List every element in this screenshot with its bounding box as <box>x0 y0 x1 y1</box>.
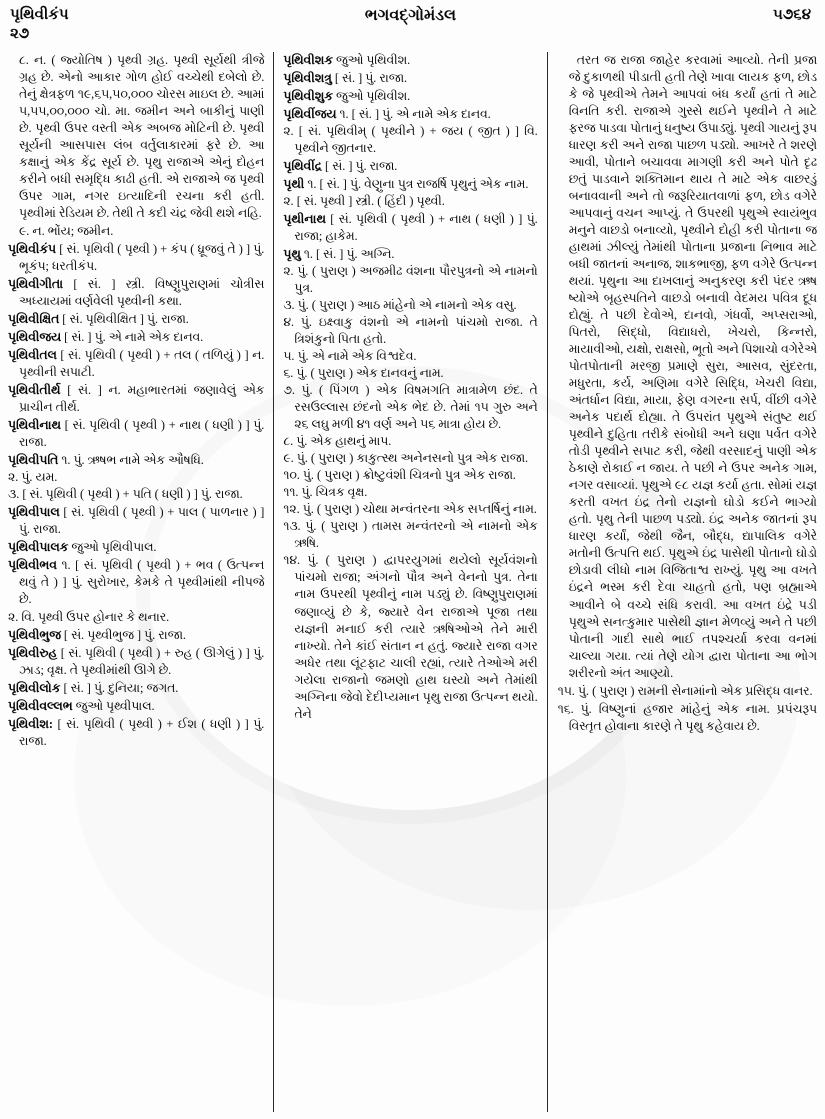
entry-sense: ૫. પું. એ નામે એક વિશ્વદેવ. <box>283 349 417 364</box>
entry-sense: ૯. પું. ( પુરાણ ) કાકુત્સ્થ અનેનસનો પુત્ર એક રાજા. <box>283 451 529 466</box>
book-title: ભગવદ્ગોમંડલ <box>364 7 457 24</box>
entry-headword: પૃથિવીશત્રુ <box>283 71 332 86</box>
entry-first-line <box>283 88 537 105</box>
dictionary-entry <box>8 276 264 310</box>
entry-headword: પૃથિવીવલ્લભ <box>8 698 73 713</box>
entry-headword: પૃથિવીભવ <box>8 558 57 573</box>
entry-definition: [ સં. ] પું. એ નામે એક દાનવ. <box>61 330 204 345</box>
entry-headword: પૃથિવીજય <box>8 330 62 345</box>
dictionary-entry <box>8 680 264 697</box>
column-container <box>0 52 825 1112</box>
entry-headword: પૃથિવીંજય <box>283 107 337 122</box>
entry-definition: [ સં. પૃથિવી ( પૃથ્વી ) + રુહ ( ઊગેલું ) ] પું. ઝાડ; વૃક્ષ. તે પૃથ્વીમાંથી ઊગે છે. <box>19 645 265 677</box>
entry-first-line <box>8 276 264 310</box>
running-head-left <box>10 6 210 44</box>
entry-definition: ૧. [ સં. પૃથિવી ( પૃથ્વી ) + ભવ ( ઉત્પન્ન થવું તે ) ] પું. સુરોખાર, કેમકે તે પૃથ્વીમાંથી નીપજે છે. <box>19 558 265 607</box>
sense-continuation: ૯. ન. ભોંય; જમીન. <box>19 224 114 239</box>
dictionary-entry <box>8 557 264 625</box>
text-column-2 <box>273 52 546 1112</box>
entry-first-line <box>8 680 264 697</box>
entry-sense: ૨. પું. યમ. <box>8 470 58 485</box>
entry-first-line <box>8 382 264 416</box>
dictionary-entry <box>283 211 537 245</box>
entry-definition: [ સં. પૃથિવી ( પૃથ્વી ) + તલ ( તળિયું ) ] ન. પૃથ્વીની સપાટી. <box>19 348 265 380</box>
entry-first-line <box>8 504 264 538</box>
entry-definition: [ સં. પૃથિવી ( પૃથ્વી ) + નાથ ( ધણી ) ] પું. રાજા; હાકેમ. <box>294 212 538 244</box>
dictionary-entry <box>283 70 537 87</box>
text-block <box>558 701 817 735</box>
entry-headword: પૃથિવીશુક <box>283 89 333 104</box>
entry-definition: ૧. [ સં. ] પું. એ નામે એક દાનવ. <box>336 107 491 122</box>
entry-definition: [ સં. ] પું. દુનિયા; જગત. <box>60 680 179 695</box>
dictionary-entry <box>8 504 264 538</box>
dictionary-entry <box>8 645 264 679</box>
dictionary-entry <box>283 158 537 175</box>
entry-headword: પૃથિવીશ: <box>8 716 53 731</box>
text-block <box>8 52 264 222</box>
entry-first-line <box>283 106 537 123</box>
entry-definition: [ સં. પૃથિવી ( પૃથ્વી ) + કંપ ( ધ્રૂજવું તે ) ] પું. ભૂકંપ; ધરતીકંપ. <box>19 242 265 274</box>
entry-headword: પૃથિવીલોક <box>8 680 61 695</box>
running-head-row <box>10 6 811 44</box>
entry-first-line <box>283 70 537 87</box>
text-block <box>558 683 817 700</box>
entry-definition: [ સં. ] પું. રાજા. <box>321 159 398 174</box>
text-block <box>558 52 817 682</box>
dictionary-entry <box>283 246 537 722</box>
entry-definition: [ સં. ] સ્ત્રી. વિષ્ણુપુરાણમાં ચોત્રીસ અધ્યાયમાં વર્ણવેલી પૃથ્વીની કથા. <box>19 277 265 309</box>
entry-first-line <box>8 698 264 715</box>
guide-word-left-line1: પૃથિવીકંપ <box>10 7 69 23</box>
dictionary-entry <box>8 417 264 451</box>
dictionary-entry <box>8 716 264 750</box>
running-head <box>0 0 825 52</box>
entry-first-line <box>8 557 264 608</box>
entry-headword: પૃથિવીંદ્ર <box>283 159 322 174</box>
entry-definition: જુઓ પૃથિવીપાલ. <box>68 540 157 555</box>
entry-first-line <box>8 417 264 451</box>
dictionary-entry <box>8 539 264 556</box>
entry-definition: ૧. [ સં. ] પું. વેણુના પુત્ર રાજર્ષિ પૃથુનું એક નામ. <box>304 177 529 192</box>
entry-sense: ૧૫. પું. ( પુરાણ ) રામની સેનામાંનો એક પ્રસિદ્ધ વાનર. <box>557 683 813 698</box>
entry-headword: પૃથીનાથ <box>283 212 326 227</box>
entry-headword: પૃથિવીનાથ <box>8 418 61 433</box>
entry-first-line <box>283 176 537 193</box>
entry-sense: ૨. [ સં. પૃથ્વી ] સ્ત્રી. ( હિંદી ) પૃથ્વી. <box>283 194 445 209</box>
text-block <box>8 223 264 240</box>
entry-sense: ૬. પું. ( પુરાણ ) એક દાનવનું નામ. <box>283 366 444 381</box>
entry-sense: ૧૧. પું. ચિત્રક વૃક્ષ. <box>283 485 368 500</box>
entry-first-line <box>8 311 264 328</box>
entry-headword: પૃથિવીકંપ <box>8 242 57 257</box>
entry-sense: ૨. [ સં. પૃથિવીમ્ ( પૃથ્વીને ) + જય ( જીત ) ] વિ. પૃથ્વીને જીતનાર. <box>283 124 538 156</box>
entry-headword: પૃથુ <box>283 247 301 262</box>
entry-headword: પૃથિવીપાલક <box>8 540 69 555</box>
running-head-right <box>611 6 811 25</box>
entry-definition: [ સં. પૃથિવી ( પૃથ્વી ) + ઈશ ( ધણી ) ] પું. રાજા. <box>19 716 265 748</box>
entry-headword: પૃથિવીભુજ <box>8 627 61 642</box>
entry-sense: ૧૪. પું. ( પુરાણ ) દ્વાપરયુગમાં થયેલો સૂર્યવંશનો પાંચમો રાજા; અંગનો પૌત્ર અને વેનનો પુત્ર. તેના નામ ઉપરથી પૃથ્વીનું નામ પડ્યું છે. વિષ્ણુપુરાણમાં જણાવ્યું છે કે, જ્યારે વેન રાજાએ પૂજા તથા યજ્ઞની મનાઈ કરી ત્યારે ઋષિઓએ તેને મારી નાખ્યો. તેને કાંઈ સંતાન ન હતું. જ્યારે રાજા વગર અધેર તથા લૂંટફાટ ચાલી રહ્યાં, ત્યારે તેઓએ મરી ગયેલા રાજાનો જમણો હાથ ઘસ્યો અને તેમાંથી અગ્નિના જેવો દેદીપ્યમાન પૃથુ રાજા ઉત્પન્ન થયો. તેને <box>283 553 538 721</box>
entry-sense: ૩. પું. ( પુરાણ ) આઠ માંહેનો એ નામનો એક વસુ. <box>283 298 517 313</box>
entry-headword: પૃથિવીપાલ <box>8 505 60 520</box>
entry-headword: પૃથિવીપતિ <box>8 453 59 468</box>
entry-first-line <box>283 158 537 175</box>
entry-headword: પૃથિવીક્ષિત <box>8 312 60 327</box>
entry-definition: [ સં. પૃથ્વીભુજ ] પું. રાજા. <box>60 627 186 642</box>
dictionary-entry <box>283 176 537 210</box>
dictionary-entry <box>8 698 264 715</box>
entry-headword: પૃથિવીશક <box>283 53 333 67</box>
entry-first-line <box>8 329 264 346</box>
dictionary-entry <box>283 106 537 157</box>
dictionary-entry <box>8 627 264 644</box>
dictionary-entry <box>8 241 264 275</box>
entry-sense: ૧૦. પું. ( પુરાણ ) ક્રોષ્ટુવંશી ચિત્રનો પુત્ર એક રાજા. <box>283 468 516 483</box>
text-column-3 <box>547 52 817 1112</box>
dictionary-entry <box>283 52 537 69</box>
dictionary-entry <box>8 347 264 381</box>
dictionary-entry <box>283 88 537 105</box>
entry-first-line <box>8 627 264 644</box>
entry-sense: ૩. [ સં. પૃથિવી ( પૃથ્વી ) + પતિ ( ધણી ) ] પું. રાજા. <box>8 487 243 502</box>
entry-sense: ૧૨. પું. ( પુરાણ ) ચોથા મન્વંતરના એક સપ્તર્ષિનું નામ. <box>283 502 537 517</box>
dictionary-entry <box>8 452 264 503</box>
entry-first-line <box>8 452 264 469</box>
prose-paragraph: તરત જ રાજા જાહેર કરવામાં આવ્યો. તેની પ્રજા જે દુકાળથી પીડાતી હતી તેણે ખાવા લાયક ફળ, છોડ કે જે પૃથ્વીએ તેમને આપવાં બંધ કર્યાં હતાં તે માટે વિનતિ કરી. રાજાએ ગુસ્સે થઈને પૃથ્વીને તે માટે ફરજ પાડવા પોતાનું ધનુષ્ય ઉપાડ્યું. પૃથ્વી ગાયનું રૂપ ધારણ કરી અને રાજા પાછળ પડ્યો. આખરે તે શરણે આવી, પોતાને બચાવવા માગણી કરી અને પોતે દૃઢ છતું પાડવાને શક્તિમાન થાય તે માટે એક વાછરડું બનાવવાની અને તો જરૂરિયાતવાળાં ફળ, છોડ વગેરે આપવાનું વચન આપ્યું. તે ઉપરથી પૃથુએ સ્વાયંભુવ મનુને વાછડો બનાવ્યો, પૃથ્વીને દોહી કરી પોતાના જ હાથમાં ઝીલ્યું તેમાંથી પોતાના પ્રજાના નિભાવ માટે બધી જાતનાં અનાજ, શાકભાજી, ફળ વગેરે ઉત્પન્ન થયાં. પૃથુના આ દાખલાનું અનુકરણ કરી પંદર ઋષ ષ્યોએ બૃહસ્પતિને વાછડો બનાવી વેદમય પવિત્ર દૂધ દોહ્યું. તે પછી દેવોએ, દાનવો, ગંધર્વો, અપ્સરાઓ, પિતરો, સિદ્ધો, વિદ્યાધરો, ખેચરો, કિન્નરો, માયાવીઓ, યક્ષો, રાક્ષસો, ભૂતો અને પિશાચો વગેરેએ પોતપોતાની મરજી પ્રમાણે સુરા, આસવ, સુંદરતા, મધુરતા, કર્ય, અણિમા વગેરે સિદ્ધિ, ખેચરી વિદ્યા, અંતર્ધાન વિદ્યા, માયા, ફેણ વગરના સર્પ, વીંછી વગેરે અનેક પદાર્થ દોહ્યા. તે ઉપરાંત પૃથુએ સંતુષ્ટ થઈ પૃથ્વીને દુહિતા તરીકે સંબોધી અને ઘણા પર્વત વગેરે તોડી પૃથ્વીને સપાટ કરી, જેથી વરસાદનું પાણી એક ઠેકાણે રોકાઈ ન જાય. તે પછી ને ઉપર અનેક ગામ, નગર વસાવ્યાં. પૃથુએ ૯૮ યજ્ઞ કર્યા હતા. સોમાં યજ્ઞ કરતી વખત ઇંદ્ર તેનો યજ્ઞનો ઘોડો કઈને ભાગ્યો હતો. પૃથુ તેની પાછળ પડ્યો. ઇંદ્ર અનેક જાતનાં રૂપ ધારણ કર્યાં, જેથી જૈન, બૌદ્ધ, દ્યાપાલિક વગેરે મતોની ઉત્પત્તિ થઈ. પૃથુએ ઇંદ્ર પાસેથી પોતાનો ઘોડો છોડાવી લીધો નામ વિજિતાશ્વ રાખ્યું. પૃથુ આ વખતે ઇંદ્રને ભસ્મ કરી દેવા ચાહતો હતો, પણ બ્રહ્માએ આવીને બે વચ્ચે સંધિ કરાવી. આ વખત ઇંદ્રે પડી પૃથુએ સનત્કુમાર પાસેથી જ્ઞાન મેળવ્યું અને તે પછી પોતાની ગાદી સાથે ભાઈ તપશ્ચર્યા કરવા વનમાં ચાલ્યા ગયા. ત્યાં તેણે યોગ દ્વારા પોતાના આ ભોગ શરીરનો અંત આણ્યો. <box>568 53 818 680</box>
entry-headword: પૃથિવીગીતા <box>8 277 64 292</box>
entry-sense: ૪. પું. ઇક્ષ્વાકુ વંશનો એ નામનો પાંચમો રાજા. તે ત્રિશંકુનો પિતા હતો. <box>283 315 538 347</box>
dictionary-entry <box>8 382 264 416</box>
entry-definition: જુઓ પૃથ્વીપાલ. <box>72 698 155 713</box>
entry-headword: પૃથિવીતલ <box>8 348 57 363</box>
entry-first-line <box>8 539 264 556</box>
entry-definition: [ સં. પૃથિવી ( પૃથ્વી ) + નાથ ( ધણી ) ] પું. રાજા. <box>19 418 265 450</box>
dictionary-entry <box>8 311 264 328</box>
entry-headword: પૃથિવીતીર્થ <box>8 383 61 398</box>
entry-first-line <box>283 52 537 69</box>
entry-definition: [ સં. ] પું. રાજા. <box>331 71 408 86</box>
entry-sense: ૨. વિ. પૃથ્વી ઉપર હોનાર કે થનાર. <box>8 609 170 624</box>
entry-definition: ૧. પું. ઋષભ નામે એક ઔષધિ. <box>58 453 204 468</box>
entry-sense: ૧૩. પું. ( પુરાણ ) તામસ મન્વંતરનો એ નામનો એક ઋષિ. <box>283 519 538 551</box>
entry-definition: [ સં. પૃથિવીક્ષિત ] પું. રાજા. <box>59 312 189 327</box>
entry-sense: ૧૬. પું. વિષ્ણુનાં હજાર માંહેનું એક નામ. પ્રપંચરૂપ વિસ્તૃત હોવાના કારણે તે પૃથુ કહેવાય છે. <box>557 701 818 733</box>
entry-sense: ૨. પું. ( પુરાણ ) અજમીઢ વંશના પૌરપુત્રનો એ નામનો પુત્ર. <box>283 264 538 296</box>
sense-continuation: ૮. ન. ( જ્યોતિષ ) પૃથ્વી ગ્રહ. પૃથ્વી સૂર્યથી ત્રીજે ગ્રહ છે. એનો આકાર ગોળ હોઈ વચ્ચેથી દબેલો છે. તેનું ક્ષેત્રફળ ૧૯,૬૫,૫૦,૦૦૦ ચોરસ માઇલ છે. આમાં ૫,૫૫,૦૦,૦૦૦ ચો. મા. જમીન અને બાકીનું પાણી છે. પૃથ્વી ઉપર વસ્તી એક અબજ મોટિની છે. પૃથ્વી સૂર્યની આસપાસ લંબ વર્તુલાકારમાં ફરે છે. આ કક્ષાનું એક કેંદ્ર સૂર્ય છે. પૃથુ રાજાએ એનું દોહન કરીને બધી સમૃદ્ધિ કાઢી હતી. એ રાજાએ જ પૃથ્વી ઉપર ગામ, નગર ઇત્યાદિની રચના કરી હતી. પૃથ્વીમાં રેડિયમ છે. તેથી તે કદી ચંદ્ર જેવી થશે નહિ. <box>19 53 265 221</box>
entry-first-line <box>283 211 537 245</box>
entry-headword: પૃથિવીરુહ <box>8 645 58 660</box>
entry-definition: જુઓ પૃથિવીશ. <box>332 53 411 67</box>
entry-definition: ૧. [ સં. ] પું. અગ્નિ. <box>300 247 395 262</box>
running-head-center <box>210 6 611 26</box>
entry-sense: ૮. પું. એક હાથનું માપ. <box>283 434 392 449</box>
text-column-1 <box>8 52 273 1112</box>
page-number: ૫૭૬૪ <box>773 7 811 23</box>
entry-first-line <box>8 241 264 275</box>
dictionary-entry <box>8 329 264 346</box>
entry-definition: [ સં. પૃથિવી ( પૃથ્વી ) + પાલ ( પાળનાર ) ] પું. રાજા. <box>19 505 265 537</box>
entry-headword: પૃથી <box>283 177 305 192</box>
entry-first-line <box>8 716 264 750</box>
entry-definition: જુઓ પૃથિવીશ. <box>332 89 411 104</box>
entry-first-line <box>283 246 537 263</box>
entry-sense: ૭. પું. ( પિંગળ ) એક વિષમગતિ માત્રામેળ છંદ. તે રસઉલ્લાસ છંદનો એક ભેદ છે. તેમાં ૧૫ ગુરુ અને ૨૬ લઘુ મળી ૪૧ વર્ણ અને ૫૬ માત્રા હોય છે. <box>283 383 538 432</box>
entry-definition: [ સં. ] ન. મહાભારતમાં જણાવેલું એક પ્રાચીન તીર્થ. <box>19 383 265 415</box>
entry-first-line <box>8 645 264 679</box>
guide-word-left-line2: ૨૭ <box>10 25 30 42</box>
entry-first-line <box>8 347 264 381</box>
